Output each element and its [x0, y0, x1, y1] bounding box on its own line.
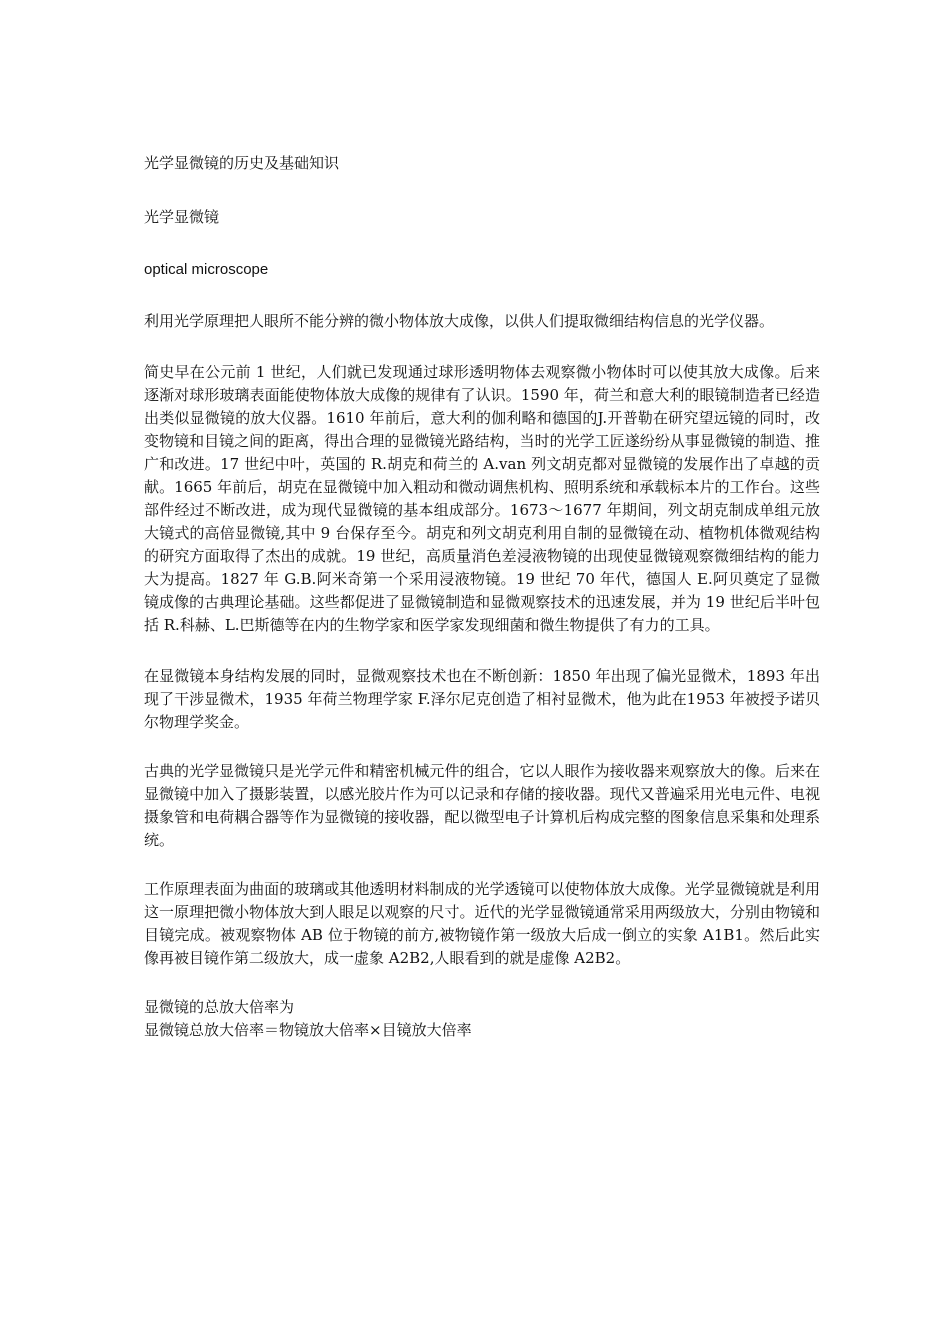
definition-paragraph: 利用光学原理把人眼所不能分辨的微小物体放大成像，以供人们提取微细结构信息的光学仪器。: [144, 312, 775, 330]
magnification-formula: 显微镜总放大倍率＝物镜放大倍率×目镜放大倍率: [144, 1021, 472, 1039]
section-heading: 光学显微镜: [144, 208, 220, 226]
document-page: [144, 152, 820, 1042]
document-title: 光学显微镜的历史及基础知识: [144, 154, 340, 172]
principle-paragraph: 工作原理表面为曲面的玻璃或其他透明材料制成的光学透镜可以使物体放大成像。光学显微镜就是利用这一原理把微小物体放大到人眼足以观察的尺寸。近代的光学显微镜通常采用两级放大，分别由物镜和目镜完成。被观察物体 AB 位于物镜的前方,被物镜作第一级放大后成一倒立的实象 A1B1。然后此实像再被目镜作第二级放大，成一虚象 A2B2,人眼看到的就是虚像 A2B2。: [144, 880, 820, 967]
magnification-block: [144, 996, 820, 1042]
magnification-heading: 显微镜的总放大倍率为: [144, 998, 295, 1016]
techniques-paragraph: 在显微镜本身结构发展的同时，显微观察技术也在不断创新：1850 年出现了偏光显微术，1893 年出现了干涉显微术，1935 年荷兰物理学家 F.泽尔尼克创造了相衬显微术，他为此在1953 年被授予诺贝尔物理学奖金。: [144, 667, 820, 731]
english-term: optical microscope: [144, 261, 269, 278]
receivers-paragraph: 古典的光学显微镜只是光学元件和精密机械元件的组合，它以人眼作为接收器来观察放大的像。后来在显微镜中加入了摄影装置，以感光胶片作为可以记录和存储的接收器。现代又普遍采用光电元件、电视摄象管和电荷耦合器等作为显微镜的接收器，配以微型电子计算机后构成完整的图象信息采集和处理系统。: [144, 762, 820, 849]
history-paragraph: 简史早在公元前 1 世纪，人们就已发现通过球形透明物体去观察微小物体时可以使其放大成像。后来逐渐对球形玻璃表面能使物体放大成像的规律有了认识。1590 年，荷兰和意大利的眼镜制造者已经造出类似显微镜的放大仪器。1610 年前后，意大利的伽利略和德国的J.开普勒在研究望远镜的同时，改变物镜和目镜之间的距离，得出合理的显微镜光路结构，当时的光学工匠遂纷纷从事显微镜的制造、推广和改进。17 世纪中叶，英国的 R.胡克和荷兰的 A.van 列文胡克都对显微镜的发展作出了卓越的贡献。1665 年前后，胡克在显微镜中加入粗动和微动调焦机构、照明系统和承载标本片的工作台。这些部件经过不断改进，成为现代显微镜的基本组成部分。1673～1677 年期间，列文胡克制成单组元放大镜式的高倍显微镜,其中 9 台保存至今。胡克和列文胡克利用自制的显微镜在动、植物机体微观结构的研究方面取得了杰出的成就。19 世纪，高质量消色差浸液物镜的出现使显微镜观察微细结构的能力大为提高。1827 年 G.B.阿米奇第一个采用浸液物镜。19 世纪 70 年代，德国人 E.阿贝奠定了显微镜成像的古典理论基础。这些都促进了显微镜制造和显微观察技术的迅速发展，并为 19 世纪后半叶包括 R.科赫、L.巴斯德等在内的生物学家和医学家发现细菌和微生物提供了有力的工具。: [144, 363, 820, 634]
